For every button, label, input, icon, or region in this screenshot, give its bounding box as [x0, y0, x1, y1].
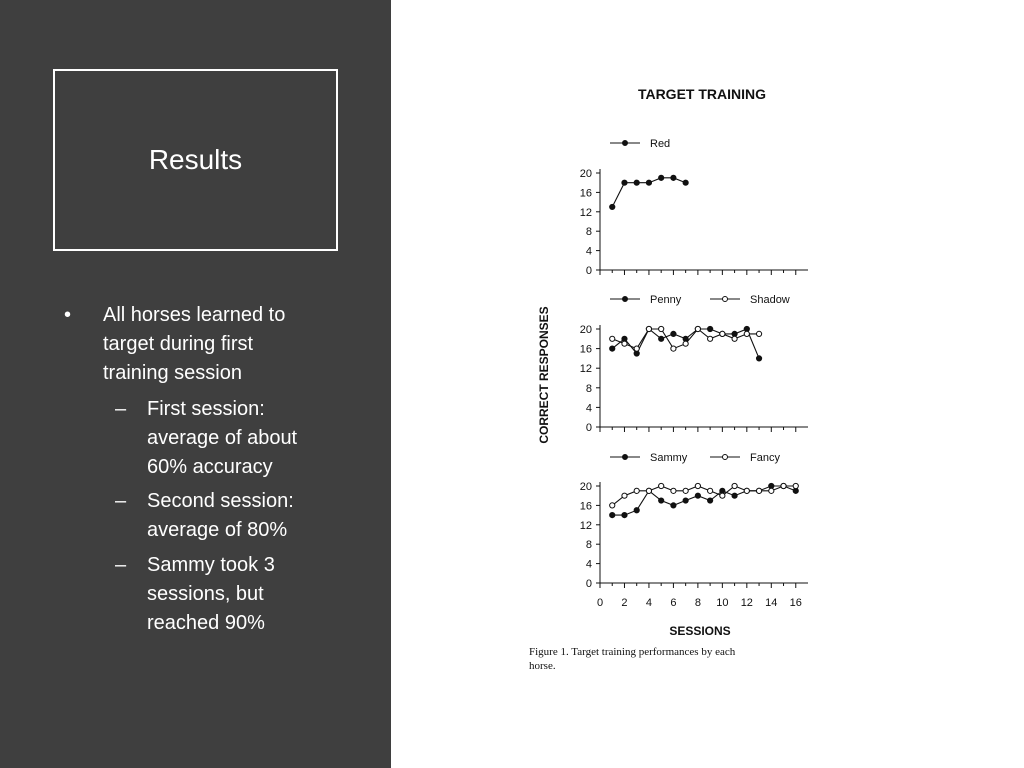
y-tick-label: 16: [579, 500, 592, 513]
y-tick-label: 8: [585, 226, 592, 239]
bullet-line: 60% accuracy: [147, 456, 273, 478]
bullet-line: reached 90%: [147, 612, 265, 634]
data-point-shadow: [646, 326, 651, 331]
y-tick-label: 8: [585, 539, 592, 552]
sub-bullet-marker: –: [115, 398, 127, 420]
chart-panel: [580, 452, 808, 609]
data-point-penny: [708, 326, 713, 331]
bullet-line: sessions, but: [147, 583, 264, 605]
y-tick-label: 8: [585, 382, 592, 395]
data-point-sammy: [708, 498, 713, 503]
chart-panel: [580, 294, 808, 434]
data-point-fancy: [769, 488, 774, 493]
chart-title: TARGET TRAINING: [637, 86, 767, 102]
data-point-red: [634, 180, 639, 185]
y-tick-label: 12: [579, 206, 592, 219]
x-tick-label: 12: [740, 597, 753, 609]
legend-marker: [723, 455, 728, 460]
y-tick-label: 12: [579, 363, 592, 376]
x-tick-label: 4: [645, 597, 653, 609]
legend-label: Shadow: [750, 294, 790, 306]
slide-title: Results: [148, 144, 243, 175]
data-point-shadow: [708, 336, 713, 341]
y-tick-label: 16: [579, 343, 592, 356]
data-point-shadow: [622, 341, 627, 346]
data-point-red: [646, 180, 651, 185]
data-point-fancy: [610, 503, 615, 508]
y-tick-label: 0: [585, 578, 592, 590]
x-tick-label: 14: [765, 597, 778, 609]
data-point-sammy: [659, 498, 664, 503]
bullet-line: average of 80%: [147, 519, 288, 541]
sub-bullet-text: [147, 395, 297, 482]
title-box: [53, 69, 338, 251]
x-axis-label: SESSIONS: [669, 624, 731, 638]
y-tick-label: 20: [579, 168, 592, 180]
legend-label: Red: [650, 138, 671, 150]
data-point-sammy: [671, 503, 676, 508]
bullet-line: Sammy took 3: [147, 554, 275, 576]
x-tick-label: 6: [670, 597, 677, 609]
data-point-shadow: [659, 326, 664, 331]
y-tick-label: 20: [579, 324, 592, 336]
data-point-sammy: [610, 513, 615, 518]
data-point-shadow: [671, 346, 676, 351]
x-tick-label: 8: [694, 597, 701, 609]
data-point-sammy: [695, 493, 700, 498]
data-point-fancy: [708, 488, 713, 493]
x-tick-label: 16: [789, 597, 802, 609]
data-point-fancy: [634, 488, 639, 493]
data-point-penny: [671, 331, 676, 336]
data-point-fancy: [732, 483, 737, 488]
legend-label: Sammy: [650, 452, 688, 464]
bullet-line: First session:: [147, 398, 265, 420]
bullet-line: target during first: [103, 333, 254, 355]
data-point-fancy: [781, 483, 786, 488]
bullet-line: All horses learned to: [103, 304, 286, 326]
data-point-sammy: [732, 493, 737, 498]
data-point-shadow: [634, 346, 639, 351]
data-point-fancy: [671, 488, 676, 493]
y-tick-label: 4: [585, 558, 592, 571]
bullet-line: training session: [103, 362, 242, 384]
data-point-red: [622, 180, 627, 185]
data-point-fancy: [622, 493, 627, 498]
figure-caption: Figure 1. Target training performances by each: [529, 646, 736, 658]
bullet-text: [103, 301, 285, 388]
y-tick-label: 0: [585, 265, 592, 277]
legend-marker: [623, 141, 628, 146]
y-tick-label: 0: [585, 422, 592, 434]
data-point-fancy: [646, 488, 651, 493]
bullet-marker: •: [64, 304, 72, 326]
y-tick-label: 16: [579, 187, 592, 200]
legend-marker: [623, 297, 628, 302]
legend-label: Penny: [650, 294, 682, 306]
data-point-shadow: [695, 326, 700, 331]
x-tick-label: 0: [596, 597, 604, 609]
data-point-penny: [610, 346, 615, 351]
data-point-sammy: [683, 498, 688, 503]
series-line-fancy: [612, 486, 796, 505]
sub-bullet-marker: –: [115, 490, 127, 512]
legend-marker: [723, 297, 728, 302]
bullet-line: Second session:: [147, 490, 294, 512]
y-tick-label: 4: [585, 245, 592, 258]
y-tick-label: 20: [579, 481, 592, 493]
data-point-fancy: [793, 483, 798, 488]
data-point-shadow: [744, 331, 749, 336]
bullet-line: average of about: [147, 427, 298, 449]
data-point-fancy: [720, 493, 725, 498]
target-training-chart: [520, 75, 830, 680]
data-point-fancy: [744, 488, 749, 493]
figure-caption: horse.: [529, 660, 556, 672]
legend-label: Fancy: [750, 452, 780, 464]
data-point-red: [683, 180, 688, 185]
x-tick-label: 10: [716, 597, 729, 609]
data-point-sammy: [634, 508, 639, 513]
data-point-penny: [659, 336, 664, 341]
left-panel: [0, 0, 391, 768]
data-point-shadow: [732, 336, 737, 341]
y-tick-label: 4: [585, 402, 592, 415]
legend-marker: [623, 455, 628, 460]
data-point-fancy: [683, 488, 688, 493]
sub-bullet-text: [147, 551, 275, 638]
data-point-shadow: [756, 331, 761, 336]
y-axis-label: CORRECT RESPONSES: [537, 306, 551, 444]
x-tick-label: 2: [621, 597, 628, 609]
data-point-penny: [756, 356, 761, 361]
chart-panel: [580, 138, 808, 277]
data-point-fancy: [756, 488, 761, 493]
sub-bullet-text: [147, 487, 294, 545]
data-point-red: [671, 175, 676, 180]
data-point-fancy: [659, 483, 664, 488]
data-point-shadow: [720, 331, 725, 336]
sub-bullet-marker: –: [115, 554, 127, 576]
data-point-red: [610, 204, 615, 209]
data-point-shadow: [683, 341, 688, 346]
y-tick-label: 12: [579, 519, 592, 532]
data-point-shadow: [610, 336, 615, 341]
data-point-red: [659, 175, 664, 180]
data-point-sammy: [622, 513, 627, 518]
data-point-fancy: [695, 483, 700, 488]
